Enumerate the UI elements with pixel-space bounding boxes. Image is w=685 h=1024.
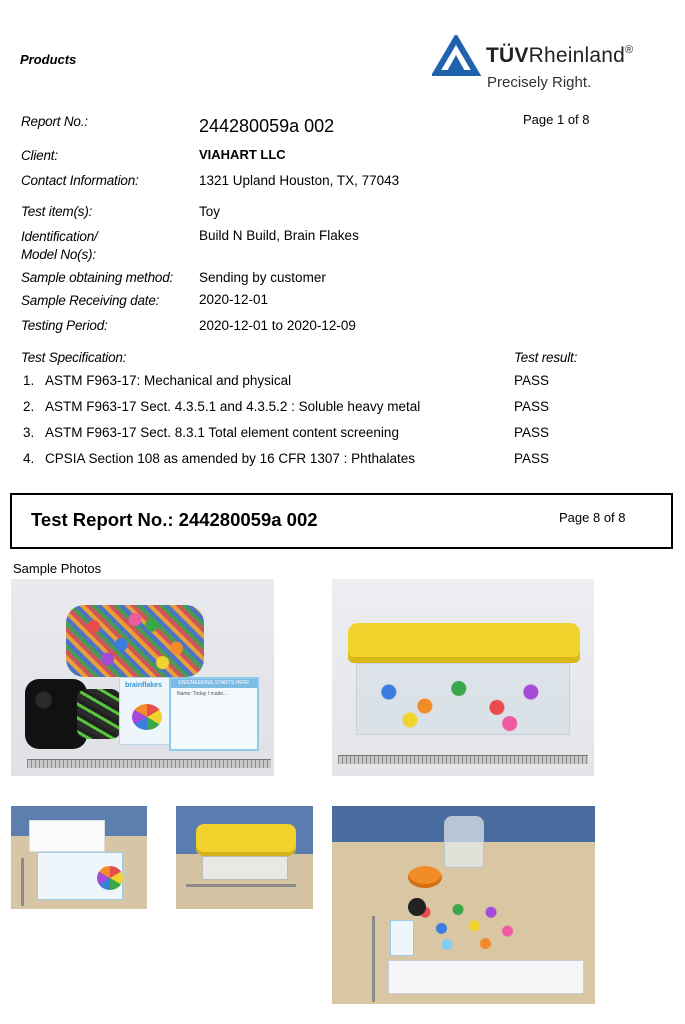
sample-photo-bag xyxy=(11,579,274,776)
yellow-lid xyxy=(348,623,580,663)
report-no-label: Report No.: xyxy=(21,114,88,129)
product-banner xyxy=(388,960,584,994)
black-flake xyxy=(408,898,426,916)
sample-method-label: Sample obtaining method: xyxy=(21,270,174,285)
measuring-ruler xyxy=(338,755,588,764)
testing-period-label: Testing Period: xyxy=(21,318,108,333)
test-result: PASS xyxy=(514,451,550,466)
flakes-ball-icon xyxy=(132,704,162,730)
test-item-label: Test item(s): xyxy=(21,204,93,219)
test-result: PASS xyxy=(514,399,550,414)
flakes-bag xyxy=(66,605,204,677)
l-square-ruler xyxy=(372,916,375,1002)
page-indicator: Page 1 of 8 xyxy=(523,112,590,127)
transparent-container xyxy=(202,856,288,880)
sample-method-value: Sending by customer xyxy=(199,270,326,285)
logo-wordmark: TÜVRheinland® xyxy=(486,44,634,67)
sample-photo-card xyxy=(11,806,147,909)
l-square-ruler xyxy=(186,884,296,887)
report-no-value: 244280059a 002 xyxy=(199,116,335,136)
logo-tagline: Precisely Right. xyxy=(487,74,592,91)
sample-photo-box-small xyxy=(176,806,313,909)
receiving-date-label: Sample Receiving date: xyxy=(21,293,160,308)
test-result-header: Test result: xyxy=(514,350,578,365)
measuring-ruler xyxy=(27,759,271,768)
instruction-card: ENGINEERING STARTS HERE Name: Today I made... xyxy=(169,677,259,751)
plastic-jar xyxy=(444,816,484,868)
identification-value: Build N Build, Brain Flakes xyxy=(199,228,359,243)
section-label: Products xyxy=(20,52,77,67)
orange-lid xyxy=(408,866,442,888)
test-spec-header: Test Specification: xyxy=(21,350,127,365)
test-result: PASS xyxy=(514,373,550,388)
contact-value: 1321 Upland Houston, TX, 77043 xyxy=(199,173,400,188)
report-page8-page: Page 8 of 8 xyxy=(559,510,626,525)
sample-photo-box xyxy=(332,579,594,776)
small-card xyxy=(390,920,414,956)
identification-label: Identification/ Model No(s): xyxy=(21,229,98,262)
product-label xyxy=(29,820,105,852)
loose-flakes xyxy=(414,896,524,950)
receiving-date-value: 2020-12-01 xyxy=(199,292,269,307)
green-flakes-bag xyxy=(77,689,121,739)
brainflakes-card: brainflakes xyxy=(119,677,173,745)
report-page8-title: Test Report No.: 244280059a 002 xyxy=(31,509,318,530)
transparent-container xyxy=(356,663,570,735)
flakes-ball-icon xyxy=(97,866,123,890)
test-result: PASS xyxy=(514,425,550,440)
yellow-lid xyxy=(196,824,296,856)
sample-photos-label: Sample Photos xyxy=(13,561,102,576)
test-item-value: Toy xyxy=(199,204,221,219)
sample-photo-jar xyxy=(332,806,595,1004)
client-value: VIAHART LLC xyxy=(199,147,286,162)
l-square-ruler xyxy=(21,858,24,906)
testing-period-value: 2020-12-01 to 2020-12-09 xyxy=(199,318,356,333)
client-label: Client: xyxy=(21,148,58,163)
contact-label: Contact Information: xyxy=(21,173,139,188)
